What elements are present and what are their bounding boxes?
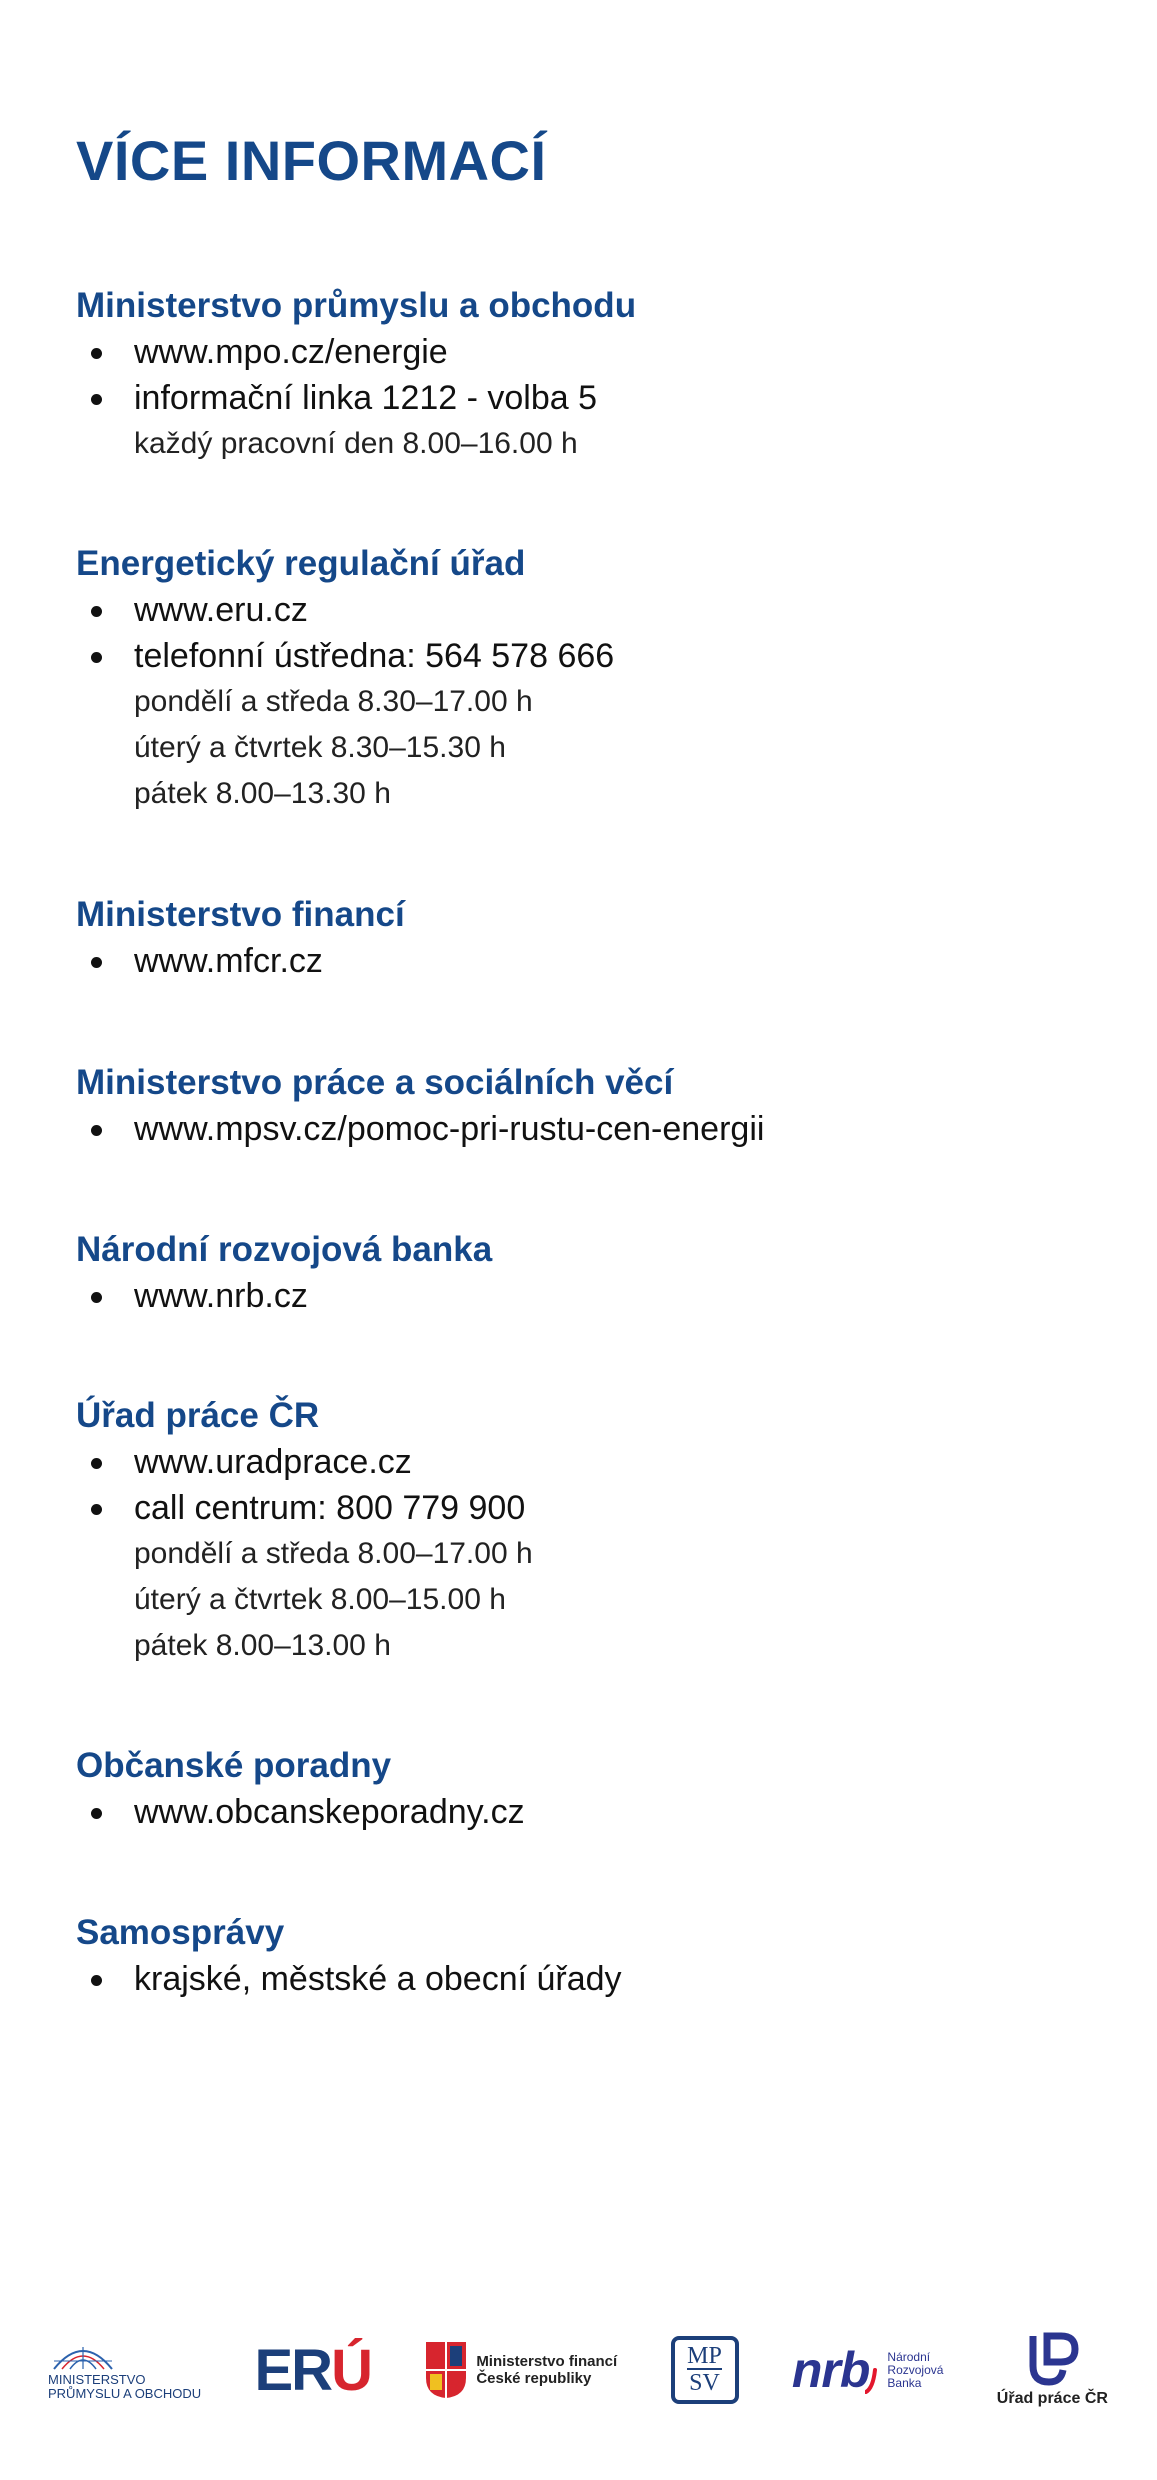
section-list [76, 1439, 533, 1531]
mpo-logo-line1: MINISTERSTVO [48, 2372, 146, 2387]
section-title: Ministerstvo práce a sociálních věcí [76, 1063, 674, 1102]
up-emblem-icon [1025, 2332, 1079, 2386]
nrb-logo [792, 2341, 944, 2399]
hours-line: pátek 8.00–13.00 h [134, 1629, 391, 1662]
page-title: VÍCE INFORMACÍ [76, 129, 547, 192]
hours-line: úterý a čtvrtek 8.00–15.00 h [134, 1583, 506, 1616]
list-item-link[interactable]: www.obcanskeporadny.cz [76, 1789, 525, 1835]
section-list [76, 587, 614, 679]
list-item: krajské, městské a obecní úřady [76, 1956, 622, 2002]
eru-logo-text: ERÚ [254, 2337, 371, 2403]
hours-line: každý pracovní den 8.00–16.00 h [134, 427, 578, 460]
nrb-accent-icon [865, 2368, 877, 2394]
section-list [76, 1273, 492, 1319]
section-mpsv [76, 1060, 764, 1152]
mf-logo-line2: České republiky [476, 2370, 592, 2387]
mf-logo [424, 2340, 617, 2400]
list-item-link[interactable]: www.eru.cz [76, 587, 614, 633]
section-samospravy [76, 1910, 622, 2002]
eru-logo [255, 2337, 371, 2404]
mf-logo-text [468, 2353, 617, 2387]
mpsv-logo-line1: MP [687, 2343, 722, 2369]
nrb-logo-line3: Banka [887, 2375, 922, 2390]
hours-line: pátek 8.00–13.30 h [134, 777, 391, 810]
list-item-phone: telefonní ústředna: 564 578 666 [76, 633, 614, 679]
section-title: Ministerstvo financí [76, 895, 405, 934]
up-logo-text: Úřad práce ČR [996, 2390, 1108, 2407]
partner-logos [48, 2320, 1108, 2420]
section-list [76, 1956, 622, 2002]
nrb-logo-line1: Národní [887, 2349, 931, 2364]
list-item-link[interactable]: www.nrb.cz [76, 1273, 492, 1319]
up-logo [997, 2332, 1108, 2408]
section-list [76, 1789, 525, 1835]
section-eru [76, 541, 614, 817]
globe-icon [48, 2339, 118, 2373]
mpsv-logo [671, 2336, 739, 2404]
list-item-phone: informační linka 1212 - volba 5 [76, 375, 636, 421]
section-up [76, 1393, 533, 1669]
mpsv-logo-line2: SV [689, 2370, 720, 2396]
section-mpo [76, 283, 636, 467]
list-item-link[interactable]: www.uradprace.cz [76, 1439, 533, 1485]
hours-line: pondělí a středa 8.00–17.00 h [134, 1537, 533, 1570]
section-title: Občanské poradny [76, 1746, 392, 1785]
mpo-logo-line2: PRŮMYSLU A OBCHODU [48, 2386, 202, 2401]
coat-of-arms-icon [424, 2340, 468, 2400]
section-poradny [76, 1743, 525, 1835]
section-list [76, 329, 636, 421]
list-item-link[interactable]: www.mpsv.cz/pomoc-pri-rustu-cen-energii [76, 1106, 764, 1152]
nrb-logo-line2: Rozvojová [887, 2362, 944, 2377]
hours-line: pondělí a středa 8.30–17.00 h [134, 685, 533, 718]
mf-logo-line1: Ministerstvo financí [476, 2353, 618, 2370]
eru-logo-accent-letter: Ú [331, 2337, 371, 2403]
list-item-link[interactable]: www.mfcr.cz [76, 938, 405, 984]
nrb-logo-word: nrb [791, 2342, 870, 2398]
list-item-phone: call centrum: 800 779 900 [76, 1485, 533, 1531]
nrb-logo-sub [877, 2351, 943, 2390]
hours-line: úterý a čtvrtek 8.30–15.30 h [134, 731, 506, 764]
section-mf [76, 892, 405, 984]
list-item-link[interactable]: www.mpo.cz/energie [76, 329, 636, 375]
section-title: Úřad práce ČR [76, 1396, 320, 1435]
section-title: Energetický regulační úřad [76, 544, 526, 583]
section-title: Samosprávy [76, 1913, 285, 1952]
section-nrb [76, 1227, 492, 1319]
section-title: Ministerstvo průmyslu a obchodu [76, 286, 637, 325]
mpo-logo [48, 2339, 201, 2401]
section-title: Národní rozvojová banka [76, 1230, 493, 1269]
section-list [76, 1106, 764, 1152]
section-list [76, 938, 405, 984]
